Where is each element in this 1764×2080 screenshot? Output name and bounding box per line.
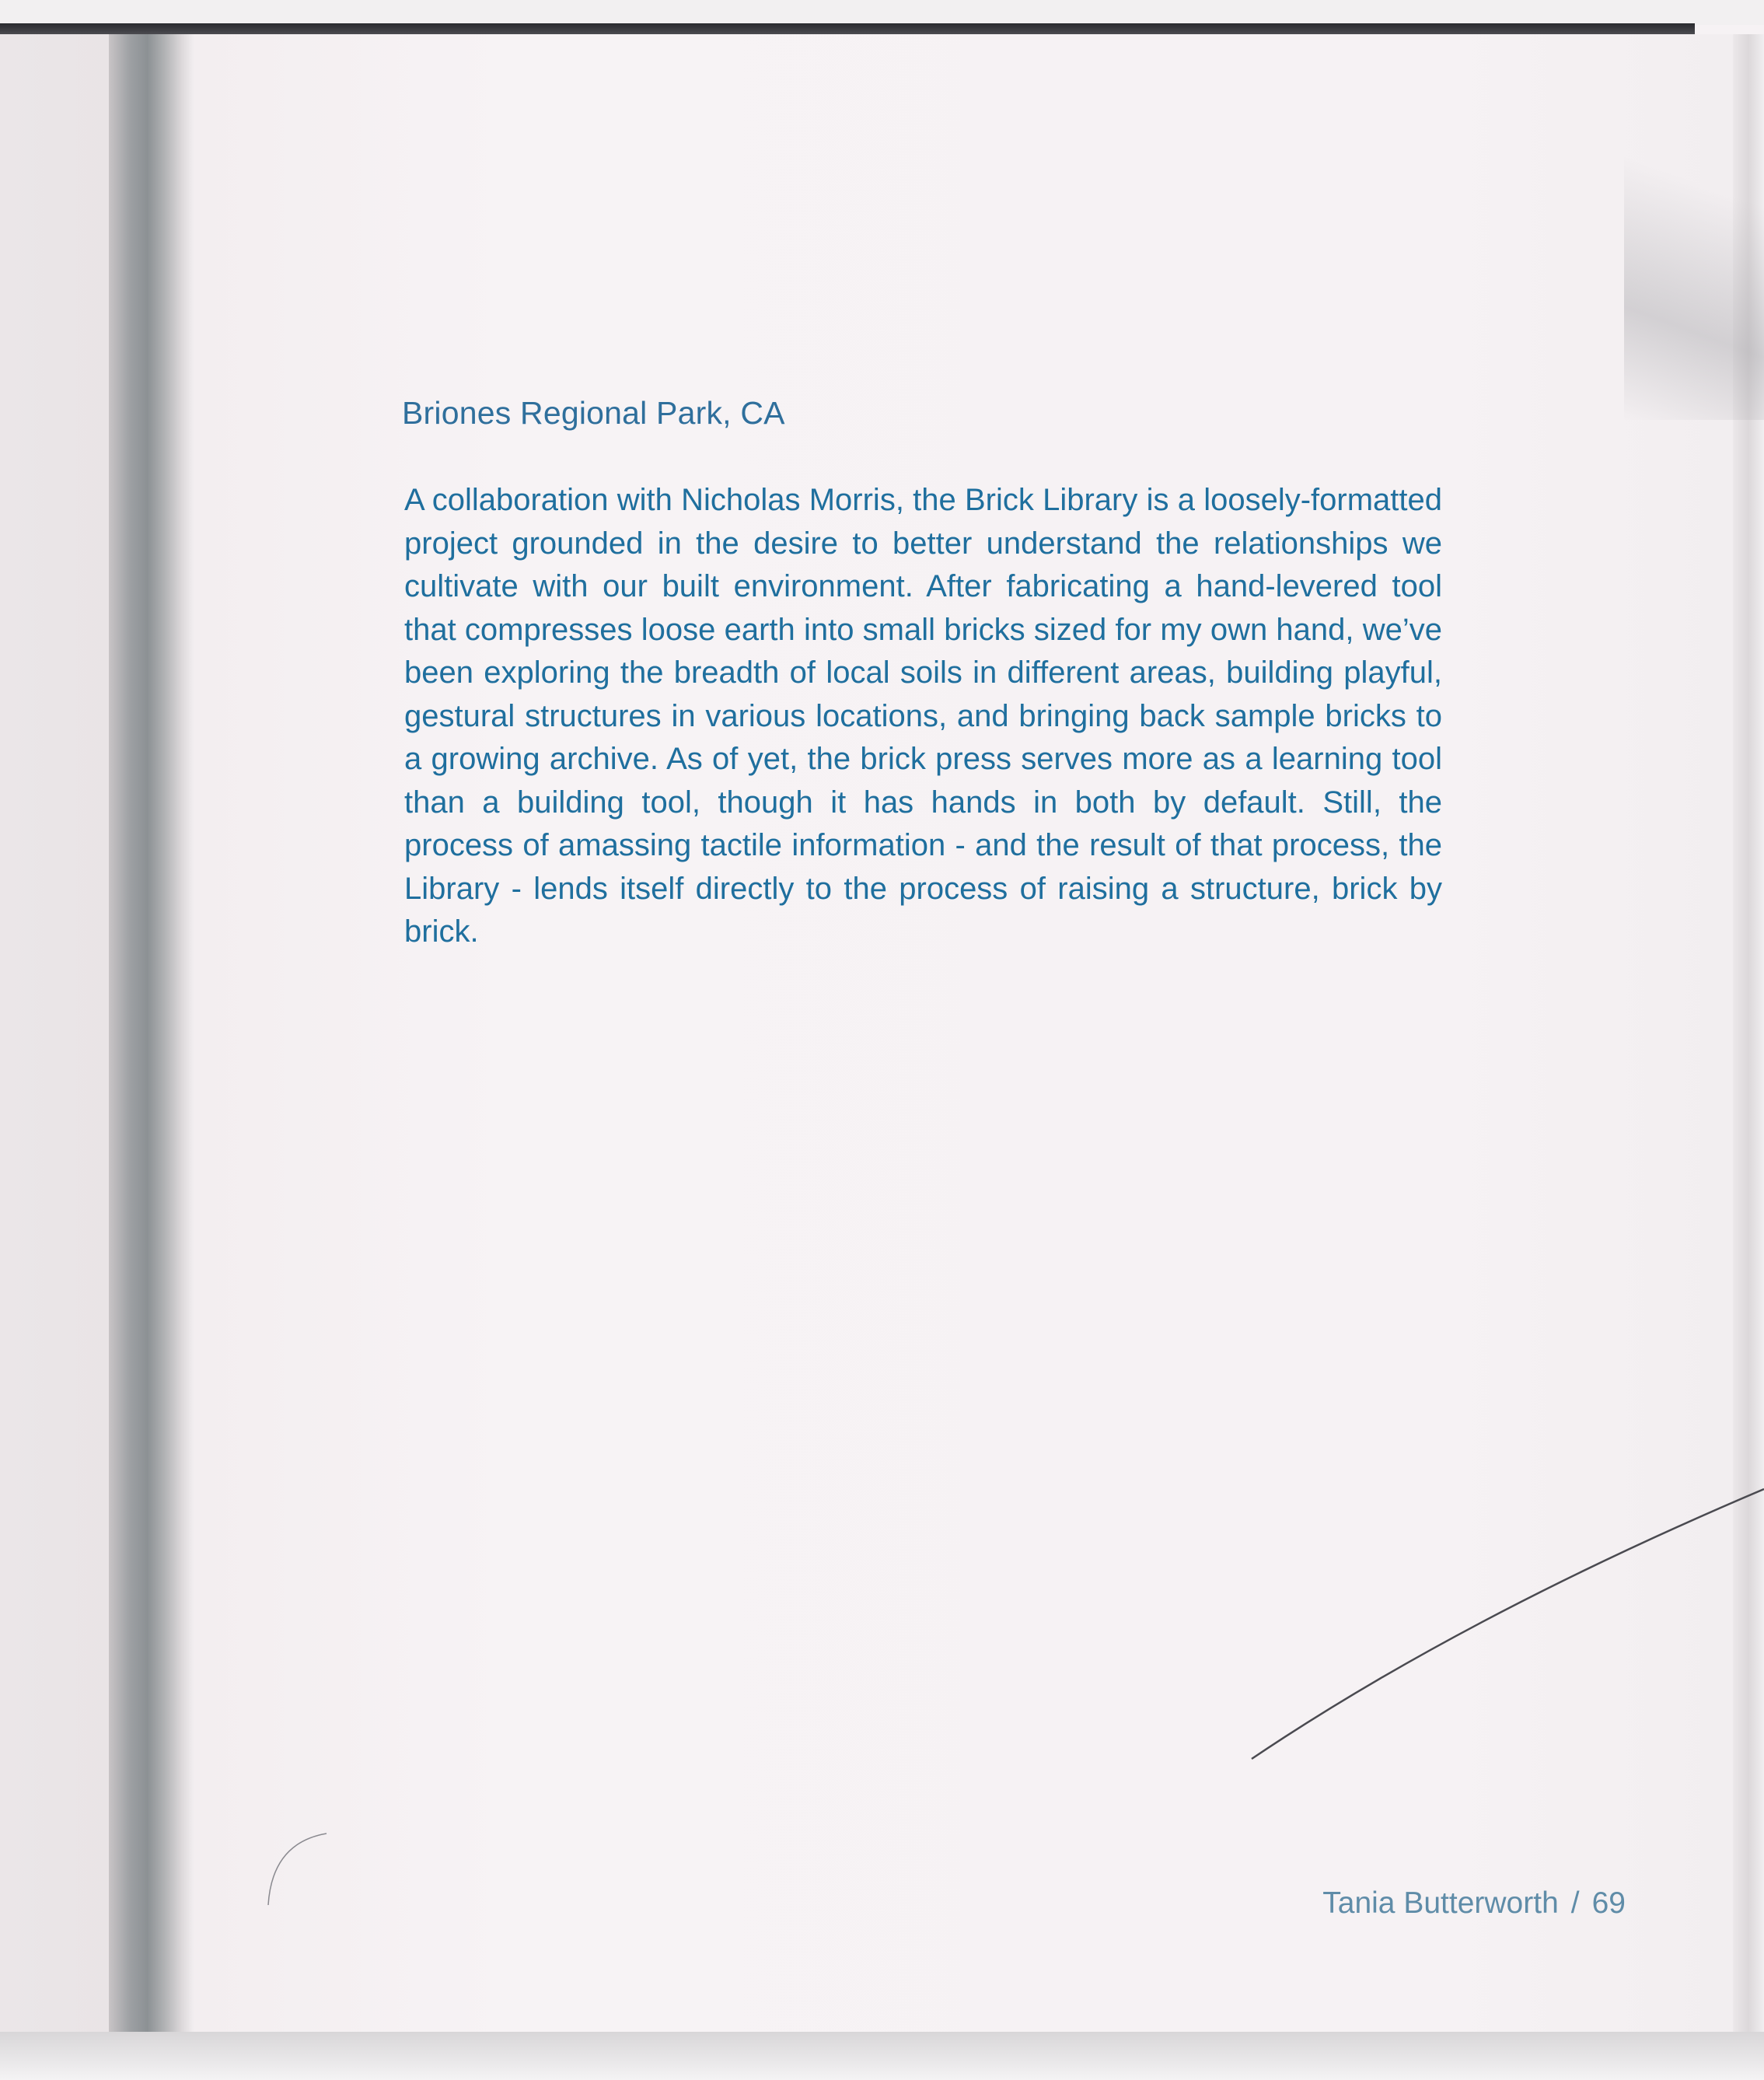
scan-top-margin [0, 0, 1764, 25]
page-number: 69 [1591, 1886, 1626, 1920]
page-corner-shadow [1624, 93, 1764, 420]
book-cover-edge [0, 23, 1695, 34]
page-footer [1322, 1886, 1626, 1921]
right-page [194, 34, 1741, 2033]
author-name: Tania Butterworth [1322, 1886, 1559, 1920]
scan-bottom-margin [0, 2032, 1764, 2080]
location-heading: Briones Regional Park, CA [402, 395, 785, 431]
left-page-edge [0, 34, 117, 2033]
book-gutter-shadow [109, 34, 194, 2033]
body-paragraph: A collaboration with Nicholas Morris, the Brick Library is a loosely-formatted project grounded in the desire to better understand the relationships we cultivate with our built environment. After fabricating a hand-levered tool that compresses loose earth into small bricks sized for my own hand, we’ve been exploring the breadth of local soils in different areas, building playful, gestural structures in various locations, and bringing back sample bricks to a growing archive. As of yet, the brick press serves more as a learning tool than a building tool, though it has hands in both by default. Still, the process of amassing tactile information - and the result of that process, the Library - lends itself directly to the process of raising a structure, brick by brick. [404, 483, 1442, 949]
footer-separator: / [1570, 1886, 1580, 1920]
